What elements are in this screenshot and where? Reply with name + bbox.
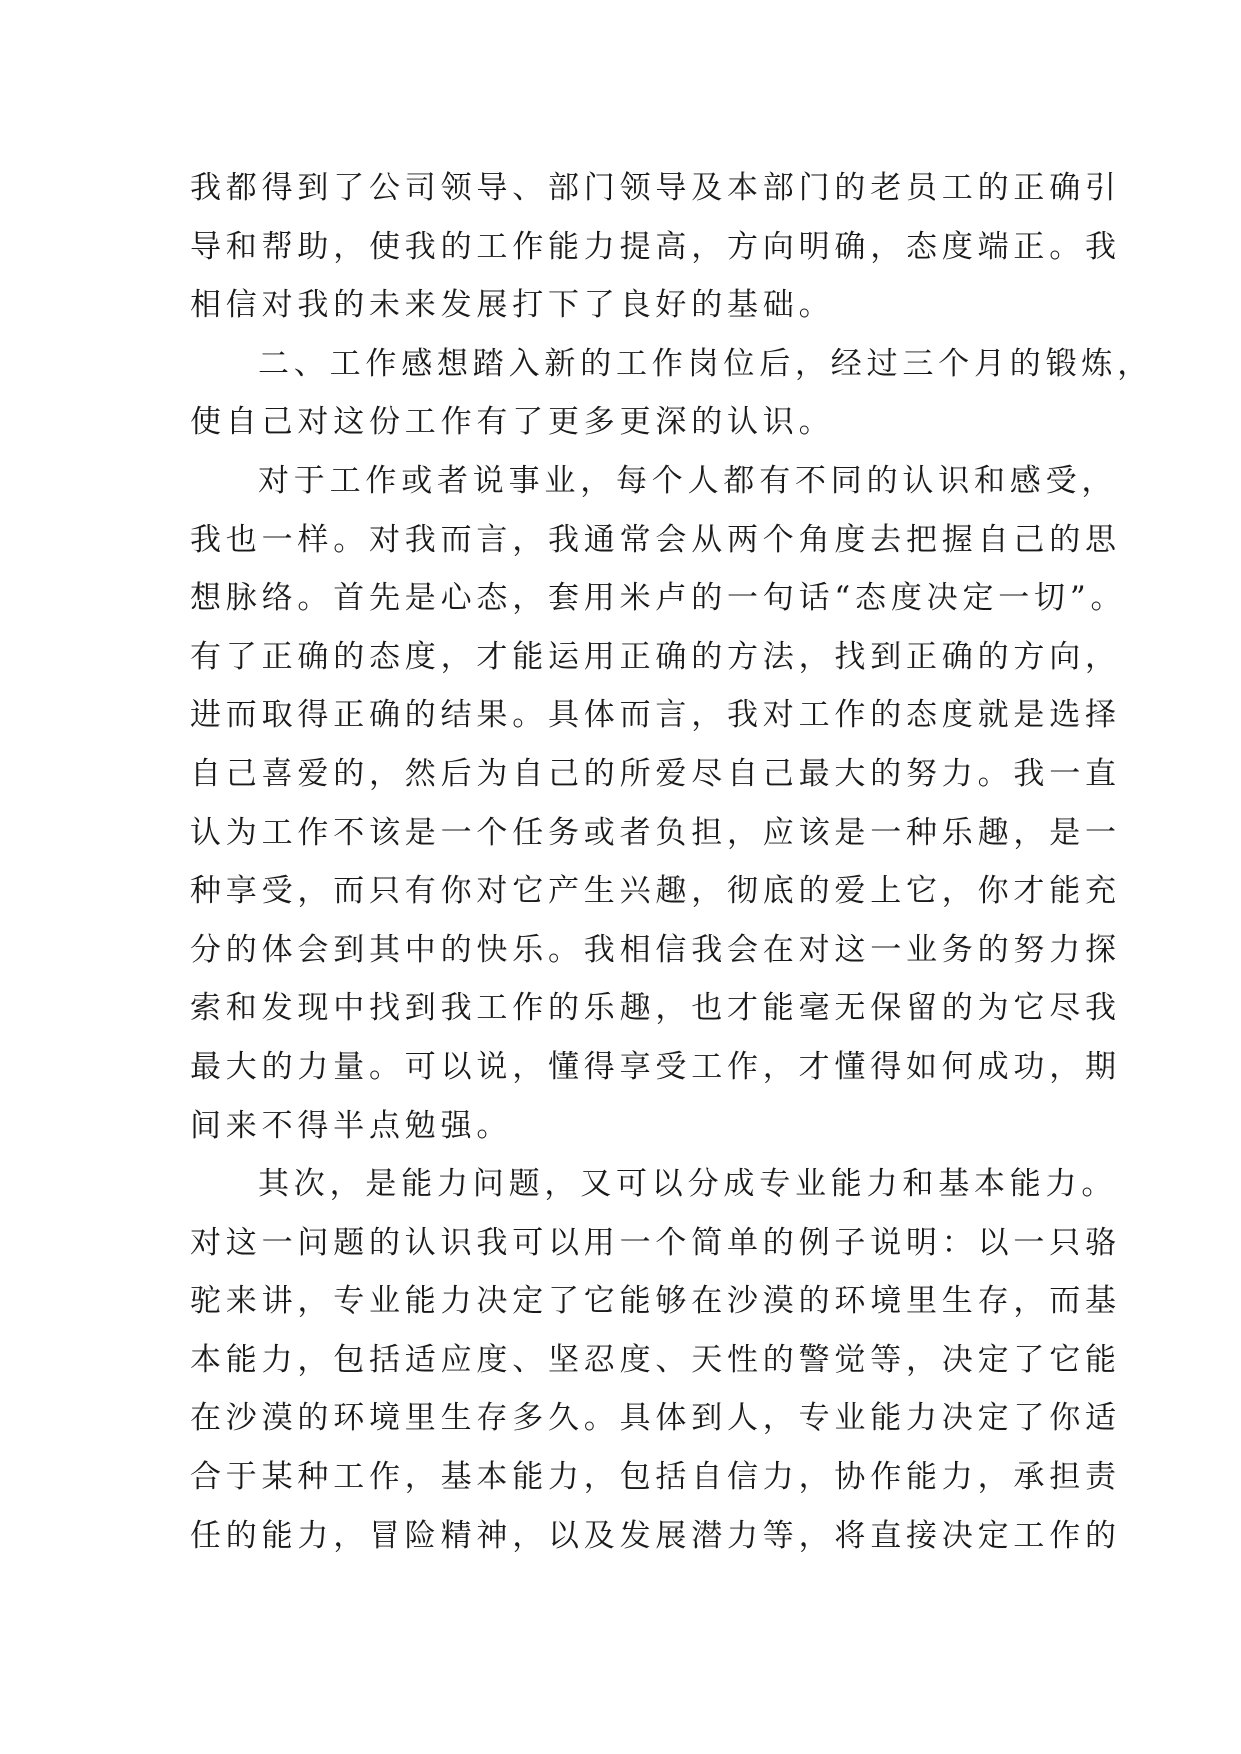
- text-line: 进而取得正确的结果。具体而言，我对工作的态度就是选择: [190, 697, 1121, 734]
- text-line: 种享受，而只有你对它产生兴趣，彻底的爱上它，你才能充: [190, 873, 1121, 910]
- text-line: 认为工作不该是一个任务或者负担，应该是一种乐趣，是一: [190, 814, 1121, 851]
- text-line: 任的能力，冒险精神，以及发展潜力等，将直接决定工作的: [190, 1517, 1121, 1554]
- text-line: 想脉络。首先是心态，套用米卢的一句话“态度决定一切”。: [190, 580, 1127, 617]
- text-line: 使自己对这份工作有了更多更深的认识。: [190, 404, 835, 441]
- text-line: 间来不得半点勉强。: [190, 1107, 513, 1144]
- text-line: 驼来讲，专业能力决定了它能够在沙漠的环境里生存，而基: [190, 1283, 1121, 1320]
- paragraph-start-line: 对于工作或者说事业，每个人都有不同的认识和感受，: [258, 462, 1118, 499]
- body-text: [190, 159, 1153, 1565]
- text-line: 索和发现中找到我工作的乐趣，也才能毫无保留的为它尽我: [190, 990, 1121, 1027]
- text-line: 对这一问题的认识我可以用一个简单的例子说明：以一只骆: [190, 1224, 1121, 1261]
- text-line: 本能力，包括适应度、坚忍度、天性的警觉等，决定了它能: [190, 1341, 1121, 1378]
- paragraph-start-line: 其次，是能力问题，又可以分成专业能力和基本能力。: [258, 1166, 1118, 1203]
- text-line: 最大的力量。可以说，懂得享受工作，才懂得如何成功，期: [190, 1048, 1121, 1085]
- text-line: 有了正确的态度，才能运用正确的方法，找到正确的方向，: [190, 638, 1121, 675]
- text-line: 在沙漠的环境里生存多久。具体到人，专业能力决定了你适: [190, 1400, 1121, 1437]
- text-line: 导和帮助，使我的工作能力提高，方向明确，态度端正。我: [190, 228, 1121, 265]
- text-line: 合于某种工作，基本能力，包括自信力，协作能力，承担责: [190, 1459, 1121, 1496]
- paragraph-start-line: 二、工作感想踏入新的工作岗位后，经过三个月的锻炼，: [258, 345, 1153, 382]
- text-line: 分的体会到其中的快乐。我相信我会在对这一业务的努力探: [190, 931, 1121, 968]
- text-line: 我都得到了公司领导、部门领导及本部门的老员工的正确引: [190, 170, 1121, 206]
- text-line: 我也一样。对我而言，我通常会从两个角度去把握自己的思: [190, 521, 1121, 558]
- text-line: 相信对我的未来发展打下了良好的基础。: [190, 287, 835, 324]
- text-line: 自己喜爱的，然后为自己的所爱尽自己最大的努力。我一直: [190, 755, 1121, 792]
